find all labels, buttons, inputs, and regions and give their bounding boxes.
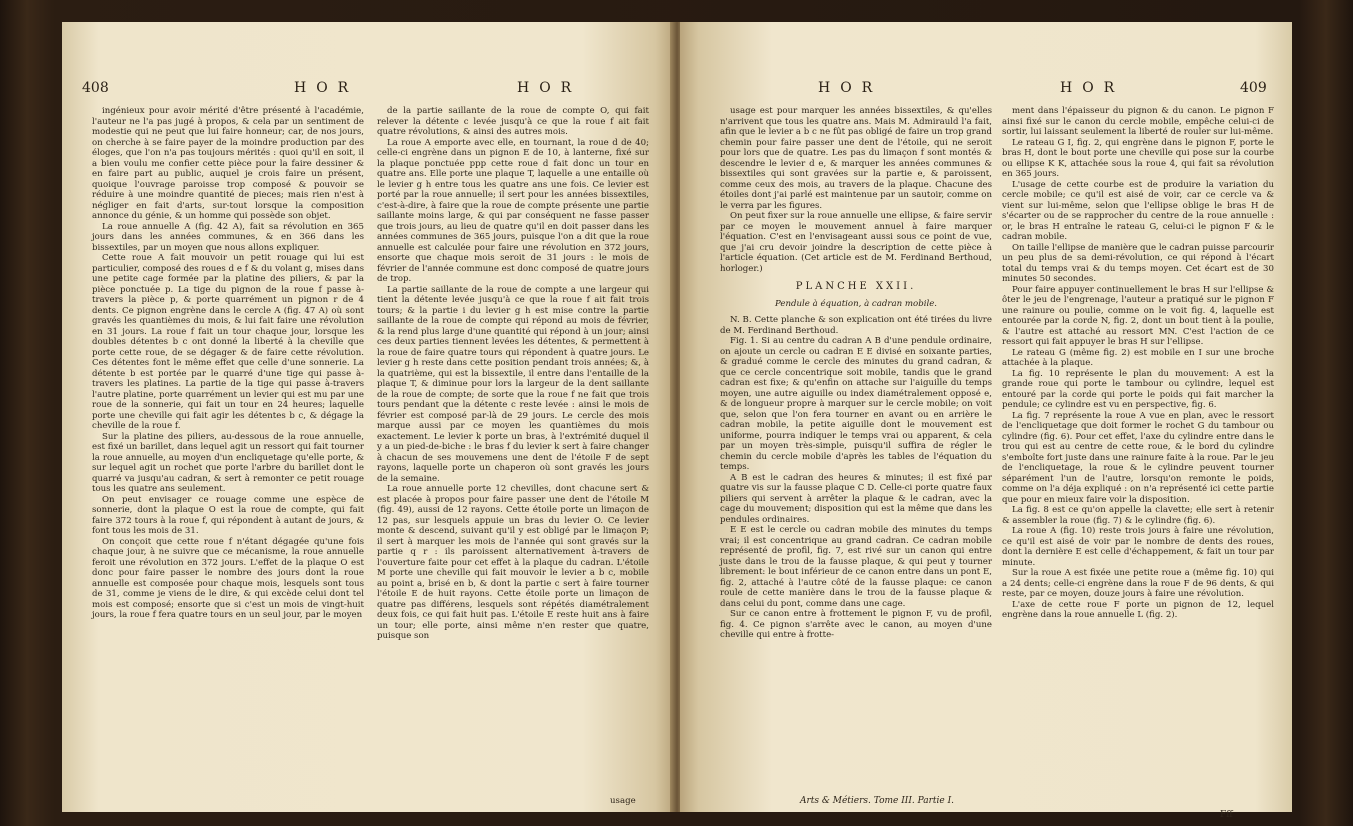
paragraph: A B est le cadran des heures & minutes; il est fixé par quatre vis sur la fausse plaque C D. Celle-ci porte quatre faux piliers qui servent à arrêter la plaque & le cadran, avec la cage du mouvement; disposition qui est la même que dans les pendules ordinaires. <box>720 472 992 525</box>
paragraph: Sur la platine des piliers, au-dessous de la roue annuelle, est fixé un barillet, dans lequel agit un ressort qui fait tourner la roue annuelle, au moyen d'un encliquetage qu'elle porte, & sur lequel agit un rochet que porte l'arbre du barillet dont le quarré va jusqu'au cadran, & sert à remonter ce petit rouage tous les quatre ans seulement. <box>92 431 364 494</box>
paragraph: Le rateau G (même fig. 2) est mobile en I sur une broche attachée à la plaque. <box>1002 347 1274 368</box>
catchword: usage <box>610 796 636 806</box>
paragraph: La roue A (fig. 10) reste trois jours à faire une révolution, ce qu'il est aisé de voir par le nombre de dents des roues, dont la dernière E est celle d'échappement, & fait un tour par minute. <box>1002 526 1274 568</box>
paragraph: La roue annuelle A (fig. 42 A), fait sa révolution en 365 jours dans les années communes, & en 366 dans les bissextiles, par un moyen que nous allons expliquer. <box>92 221 364 253</box>
paragraph: Pour faire appuyer continuellement le bras H sur l'ellipse & ôter le jeu de l'engrenage, l'auteur a pratiqué sur le pignon F une rainure ou poulie, comme on le voit fig. 4, laquelle est entourée par la corde N, fig. 2, dont un bout tient à la poulie, & l'autre est attaché au ressort MN. C'est l'action de ce ressort qui fait appuyer le bras H sur l'ellipse. <box>1002 284 1274 347</box>
footer-volume: Arts & Métiers. Tome III. Partie I. <box>800 796 955 806</box>
paragraph: L'usage de cette courbe est de produire la variation du cercle mobile; ce qu'il est aisé de voir, car ce cercle va & vient sur lui-même, selon que l'ellipse oblige le bras H de s'écarter ou de se rapprocher du centre de la roue annuelle : or, le bras H entraîne le rateau G, celui-ci le pignon F & le cadran mobile. <box>1002 179 1274 242</box>
right-running-head: HOR <box>818 80 883 96</box>
right-column-2 <box>1002 106 1274 796</box>
plate-heading: PLANCHE XXII. <box>795 281 917 292</box>
paragraph: ment dans l'épaisseur du pignon & du canon. Le pignon F ainsi fixé sur le canon du cercle mobile, empêche celui-ci de sortir, lui laissant seulement la liberté de rouler sur lui-même. <box>1002 106 1274 137</box>
right-running-head-2: HOR <box>1060 80 1125 96</box>
paragraph: Sur ce canon entre à frottement le pignon F, vu de profil, fig. 4. Ce pignon s'arrête avec le canon, au moyen d'une cheville qui entre à frotte- <box>720 609 992 640</box>
right-page-number: 409 <box>1240 80 1267 96</box>
paragraph: usage est pour marquer les années bissextiles, & qu'elles n'arrivent que tous les quatre ans. Mais M. Admirauld l'a fait, afin que le levier a b c ne fût pas obligé de faire un trop grand chemin pour faire passer une dent de l'étoile, qui ne seroit pour lors que de quatre. Les pas du limaçon f sont montés & descendre le levier d e, & marquer les années communes & bissextiles qui sont gravées sur la partie e, & paroissent, comme ceux des mois, au travers de la plaque. Chacune des étoiles dont j'ai parlé est maintenue par un sautoir, comme on le verra par les figures. <box>720 106 992 211</box>
paragraph: ingénieux pour avoir mérité d'être présenté à l'académie, l'auteur ne l'a pas jugé à propos, & cela par un sentiment de modestie qui ne peut que lui faire honneur; car, de nos jours, on cherche à se faire payer de la moindre production par des éloges, que l'on n'a pas toujours mérités : quoi qu'il en soit, il a bien voulu me confier cette pièce pour la faire dessiner & en faire part au public, auquel je crois faire un présent, quoique l'ouvrage paroisse trop composé & pouvoir se réduire à une moindre quantité de pieces; mais rien n'est à négliger en fait d'arts, sur-tout lorsque la composition annonce du génie, & un homme qui possède son objet. <box>92 106 364 221</box>
paragraph: On taille l'ellipse de manière que le cadran puisse parcourir un peu plus de sa demi-révolution, ce qui répond à l'écart total du temps vrai & du temps moyen. Cet écart est de 30 minutes 50 secondes. <box>1002 242 1275 284</box>
paragraph: On conçoit que cette roue f n'étant dégagée qu'une fois chaque jour, à ne suivre que ce mécanisme, la roue annuelle feroit une révolution en 372 jours. L'effet de la plaque O est donc pour faire passer le nombre des jours dont la roue annuelle est composée pour chaque mois, lesquels sont tous de 31, comme je viens de le dire, & qui excède celui dont tel mois est composé; ensorte que si c'est un mois de vingt-huit jours, la roue f fera quatre tours en un seul jour, par le moyen <box>92 536 364 620</box>
left-column-2 <box>377 106 649 796</box>
paragraph: La roue A emporte avec elle, en tournant, la roue d de 40; celle-ci engrène dans un pignon E de 10, à lanterne, fixé sur la plaque ponctuée ppp cette roue d fait donc un tour en quatre ans. Elle porte une plaque T, laquelle a une entaille où le levier g h entre tous les quatre ans une fois. Ce levier est porté par la roue annuelle; il sert pour les années bissextiles, c'est-à-dire, à faire que la roue de compte présente une partie saillante moins large, & qui par conséquent ne fasse passer que trois jours, au lieu de quatre qu'il en doit passer dans les années communes de 365 jours, puisque l'on a dit que la roue annuelle est calculée pour faire une révolution en 372 jours, ensorte que chaque mois seroit de 31 jours : le mois de février de l'année commune est donc composé de quatre jours de trop. <box>377 137 649 284</box>
paragraph: E E est le cercle ou cadran mobile des minutes du temps vrai; il est concentrique au grand cadran. Ce cadran mobile représenté de profil, fig. 7, est rivé sur un canon qui entre juste dans le trou de la fausse plaque, & qui peut y tourner librement: le bout inférieur de ce canon entre dans un pont E, fig. 2, attaché à l'autre côté de la fausse plaque: ce canon roule de cette manière dans le trou de la fausse plaque & dans celui du pont, comme dans une cage. <box>720 525 992 609</box>
right-page <box>680 22 1292 820</box>
paragraph: La roue annuelle porte 12 chevilles, dont chacune sert & est placée à propos pour faire passer une dent de l'étoile M (fig. 49), aussi de 12 rayons. Cette étoile porte un limaçon de 12 pas, sur lesquels appuie un bras du levier O. Ce levier monte & descend, suivant qu'il y est obligé par le limaçon P; il sert à marquer les mois de l'année qui sont gravés sur la partie q r : ils paroissent alternativement à-travers de l'ouverture faite pour cet effet à la plaque du cadran. L'étoile M porte une cheville qui fait mouvoir le levier a b c, mobile au point a, brisé en b, & dont la partie c sert à faire tourner l'étoile E de huit rayons. Cette étoile porte un limaçon de quatre pas différens, lesquels sont répétés diamétralement deux fois, ce qui fait huit pas. L'étoile E reste huit ans à faire un tour; elle porte, ainsi même n'en rester que quatre, puisque son <box>377 484 649 641</box>
paragraph: La fig. 10 représente le plan du mouvement: A est la grande roue qui porte le tambour ou cylindre, lequel est entouré par la corde qui porte le poids qui fait marcher la pendule; ce cylindre est vu en perspective, fig. 6. <box>1002 368 1274 410</box>
paragraph: On peut envisager ce rouage comme une espèce de sonnerie, dont la plaque O est la roue de compte, qui fait faire 372 tours à la roue f, qui répondent à autant de jours, & font tous les mois de 31. <box>92 494 364 536</box>
paragraph: N. B. Cette planche & son explication ont été tirées du livre de M. Ferdinand Berthoud. <box>720 315 992 336</box>
left-header <box>62 80 674 102</box>
signature-mark: Fff <box>1220 810 1233 820</box>
paragraph: Cette roue A fait mouvoir un petit rouage qui lui est particulier, composé des roues d e f & du volant g, mises dans une petite cage formée par la platine des piliers, & par la pièce ponctuée p. La tige du pignon de la roue f passe à-travers la pièce p, & porte quarrément un pignon r de 4 dents. Ce pignon engrène dans le cercle A (fig. 47 A) où sont gravés les quantièmes du mois, & lui fait faire une révolution en 31 jours. La roue f fait un tour chaque jour, lorsque les doubles détentes b c ont donné la liberté à la cheville que porte cette roue, de se dégager & de faire cette révolution. Ces détentes font le même effet que celle d'une sonnerie. La détente b est portée par le quarré d'une tige qui passe à-travers les platines. La partie de la tige qui passe à-travers l'autre platine, porte quarrément un levier qui est mu par une roue de la sonnerie, qui fait un tour en 24 heures; laquelle porte une cheville qui fait agir les détentes b c, & dégage la cheville de la roue f. <box>92 253 364 431</box>
plate-subtitle: Pendule à équation, à cadran mobile. <box>774 298 938 309</box>
paragraph: Le rateau G I, fig. 2, qui engrène dans le pignon F, porte le bras H, dont le bout porte une cheville qui pose sur la courbe ou ellipse K K, attachée sous la roue 4, qui fait sa révolution en 365 jours. <box>1002 137 1274 179</box>
paragraph: La fig. 8 est ce qu'on appelle la clavette; elle sert à retenir & assembler la roue (fig. 7) & le cylindre (fig. 6). <box>1002 505 1274 526</box>
paragraph: Sur la roue A est fixée une petite roue a (même fig. 10) qui a 24 dents; celle-ci engrène dans la roue F de 96 dents, & qui reste, par ce moyen, douze jours à faire une révolution. <box>1002 568 1274 599</box>
paragraph: L'axe de cette roue F porte un pignon de 12, lequel engrène dans la roue annuelle L (fig. 2). <box>1002 599 1274 620</box>
left-page-number: 408 <box>82 80 109 96</box>
left-page <box>62 22 674 812</box>
left-column-1 <box>92 106 364 796</box>
right-header <box>680 80 1292 102</box>
paragraph: La partie saillante de la roue de compte a une largeur qui tient la détente levée jusqu'à ce que la roue f ait fait trois tours; & la partie i du levier g h est mise contre la partie saillante de la roue de compte qui répond au mois de février, & la rend plus large d'une quantité qui répond à un jour; ainsi ces deux parties tiennent levées les détentes, & permettent à la roue de faire quatre tours qui répondent à quatre jours. Le levier g h reste dans cette position pendant trois années; &, à la quatrième, qui est la bissextile, il entre dans l'entaille de la plaque T, & diminue pour lors la largeur de la dent saillante de la roue de compte; de sorte que la roue f ne fait que trois tours pendant que la détente c reste levée : ainsi le mois de février est composé par-là de 29 jours. Le cercle des mois marque aussi par ce moyen les quantièmes du mois exactement. Le levier k porte un bras, à l'extrémité duquel il y a un pied-de-biche : le bras f du levier k sert à faire changer à chacun de ses mouvemens une dent de l'étoile F de sept rayons, laquelle porte un chaperon où sont gravés les jours de la semaine. <box>377 284 649 484</box>
paragraph: On peut fixer sur la roue annuelle une ellipse, & faire servir par ce moyen le mouvement annuel à faire marquer l'équation. C'est en l'envisageant aussi sous ce point de vue, que j'ai cru devoir joindre la description de cette pièce à l'article équation. (Cet article est de M. Ferdinand Berthoud, horloger.) <box>720 211 992 274</box>
paragraph: Fig. 1. Si au centre du cadran A B d'une pendule ordinaire, on ajoute un cercle ou cadran E E divisé en soixante parties, & gradué comme le cercle des minutes du grand cadran, & que ce cercle concentrique soit mobile, tandis que le grand cadran est fixe; & qu'enfin on attache sur l'aiguille du temps moyen, une autre aiguille ou index diamétralement opposé e, & de longueur propre à marquer sur le cercle mobile; on voit que, selon que l'on fera tourner en avant ou en arrière le cadran mobile, la petite aiguille dont le mouvement est uniforme, pourra indiquer le temps vrai ou apparent, & cela par un moyen très-simple, puisqu'il suffira de régler le chemin du cercle mobile d'après les tables de l'équation du temps. <box>720 336 992 472</box>
paragraph: La fig. 7 représente la roue A vue en plan, avec le ressort de l'encliquetage que doit former le rochet G du tambour ou cylindre (fig. 6). Pour cet effet, l'axe du cylindre entre dans le trou qui est au centre de cette roue, & le bord du cylindre s'emboîte fort juste dans une rainure faite à la roue. Par le jeu de l'encliquetage, la roue & le cylindre peuvent tourner séparément l'un de l'autre, lorsqu'on remonte le poids, comme on l'a déja expliqué : on n'a représenté ici cette partie que pour en mieux faire voir la disposition. <box>1002 410 1274 505</box>
left-running-head-2: HOR <box>517 80 582 96</box>
left-running-head: HOR <box>294 80 359 96</box>
paragraph: de la partie saillante de la roue de compte O, qui fait relever la détente c levée jusqu'à ce que la roue f ait fait quatre révolutions, & ainsi des autres mois. <box>377 106 649 137</box>
right-column-1 <box>720 106 992 796</box>
